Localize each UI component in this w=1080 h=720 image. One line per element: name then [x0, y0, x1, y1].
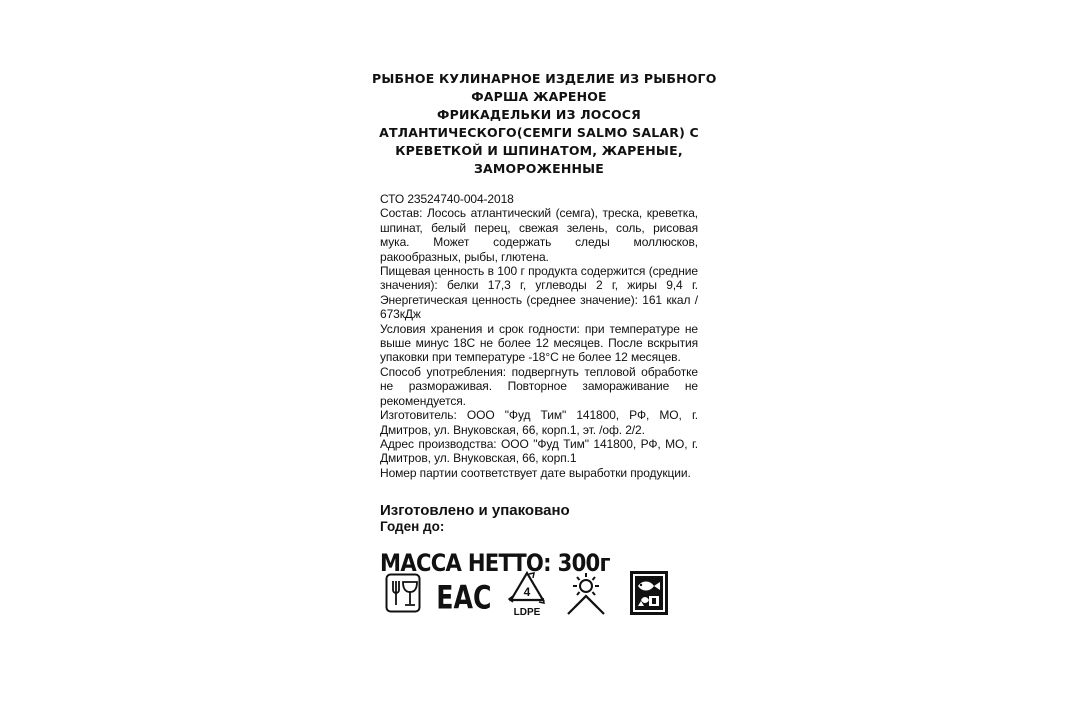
- title-line: РЫБНОЕ КУЛИНАРНОЕ ИЗДЕЛИЕ ИЗ РЫБНОГО: [372, 71, 717, 86]
- food-grade-icon: [629, 570, 669, 616]
- batch-note: Номер партии соответствует дате выработки продукции.: [380, 465, 691, 480]
- usage-instructions: Способ употребления: подвергнуть тепловой обработке не размораживая. Повторное замораживание не рекомендуется.: [380, 364, 698, 408]
- ingredients: Состав: Лосось атлантический (семга), треска, креветка, шпинат, белый перец, свежая зелень, соль, рисовая мука. Может содержать следы моллюсков, ракообразных, рыбы, глютена.: [380, 206, 698, 264]
- eac-icon: [436, 574, 492, 617]
- production-address: Адрес производства: ООО "Фуд Тим" 141800, РФ, МО, г. Дмитров, ул. Внуковская, 66, корп.1: [380, 436, 698, 466]
- eac-mark-text: ЕАС: [436, 578, 492, 617]
- product-description: [380, 192, 698, 480]
- nutrition-facts: Пищевая ценность в 100 г продукта содержится (средние значения): белки 17,3 г, углеводы 2 г, жиры 9,4 г. Энергетическая ценность (среднее значение): 161 ккал / 673кДж: [380, 264, 698, 322]
- manufacturer: Изготовитель: ООО "Фуд Тим" 141800, РФ, МО, г. Дмитров, ул. Внуковская, 66, корп.1, эт. /оф. 2/2.: [380, 408, 698, 437]
- title-line: ФРИКАДЕЛЬКИ ИЗ ЛОСОСЯ: [436, 107, 642, 122]
- storage-conditions: Условия хранения и срок годности: при температуре не выше минус 18С не более 12 месяцев. После вскрытия упаковки при температуре -18°С не более 12 месяцев.: [380, 321, 698, 365]
- keep-away-from-sunlight-icon: [565, 572, 607, 616]
- pictogram-row: [383, 570, 673, 618]
- product-title: [372, 70, 717, 178]
- recycle-material: LDPE: [513, 607, 541, 618]
- recycle-number: 4: [523, 585, 531, 599]
- product-label: [372, 70, 717, 578]
- standard-code: СТО 23524740-004-2018: [380, 192, 514, 206]
- net-mass: МАССА НЕТТО: 300г: [380, 549, 610, 578]
- best-before-label: Годен до:: [380, 519, 445, 535]
- title-line: АТЛАНТИЧЕСКОГО(СЕМГИ SALMO SALAR) С: [379, 125, 699, 140]
- recycle-icon: [507, 570, 547, 618]
- made-packed-label: Изготовлено и упаковано: [380, 502, 570, 520]
- food-contact-icon: [385, 573, 421, 613]
- title-line: ЗАМОРОЖЕННЫЕ: [473, 161, 605, 176]
- title-line: КРЕВЕТКОЙ И ШПИНАТОМ, ЖАРЕНЫЕ,: [395, 143, 683, 158]
- title-line: ФАРША ЖАРЕНОЕ: [471, 89, 607, 104]
